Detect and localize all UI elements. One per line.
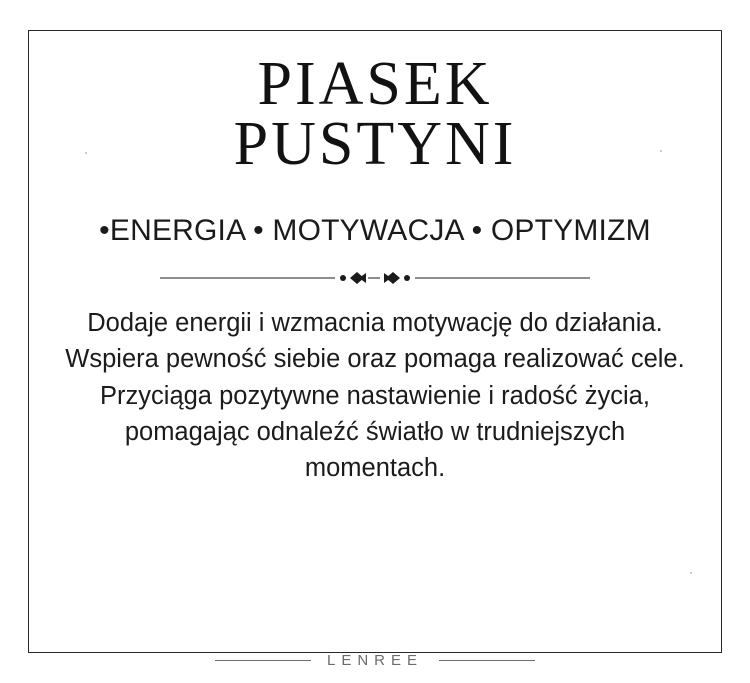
title-line-1: PIASEK	[257, 50, 493, 118]
brand-footer	[0, 652, 750, 669]
keywords-subtitle: •ENERGIA • MOTYWACJA • OPTYMIZM	[99, 214, 651, 248]
footer-rule-right	[439, 660, 535, 661]
brand-name: LENREE	[326, 652, 424, 669]
ornamental-divider	[160, 269, 590, 287]
description-text: Dodaje energii i wzmacnia motywację do działania. Wspiera pewność siebie oraz pomaga realizować cele. Przyciąga pozytywne nastawienie i radość życia, pomagając odnaleźć światło w trudniejszych momentach.	[65, 309, 685, 483]
footer-rule-left	[215, 660, 311, 661]
card-content	[28, 30, 722, 653]
title-line-2: PUSTYNI	[233, 110, 517, 179]
page-title	[233, 48, 517, 179]
